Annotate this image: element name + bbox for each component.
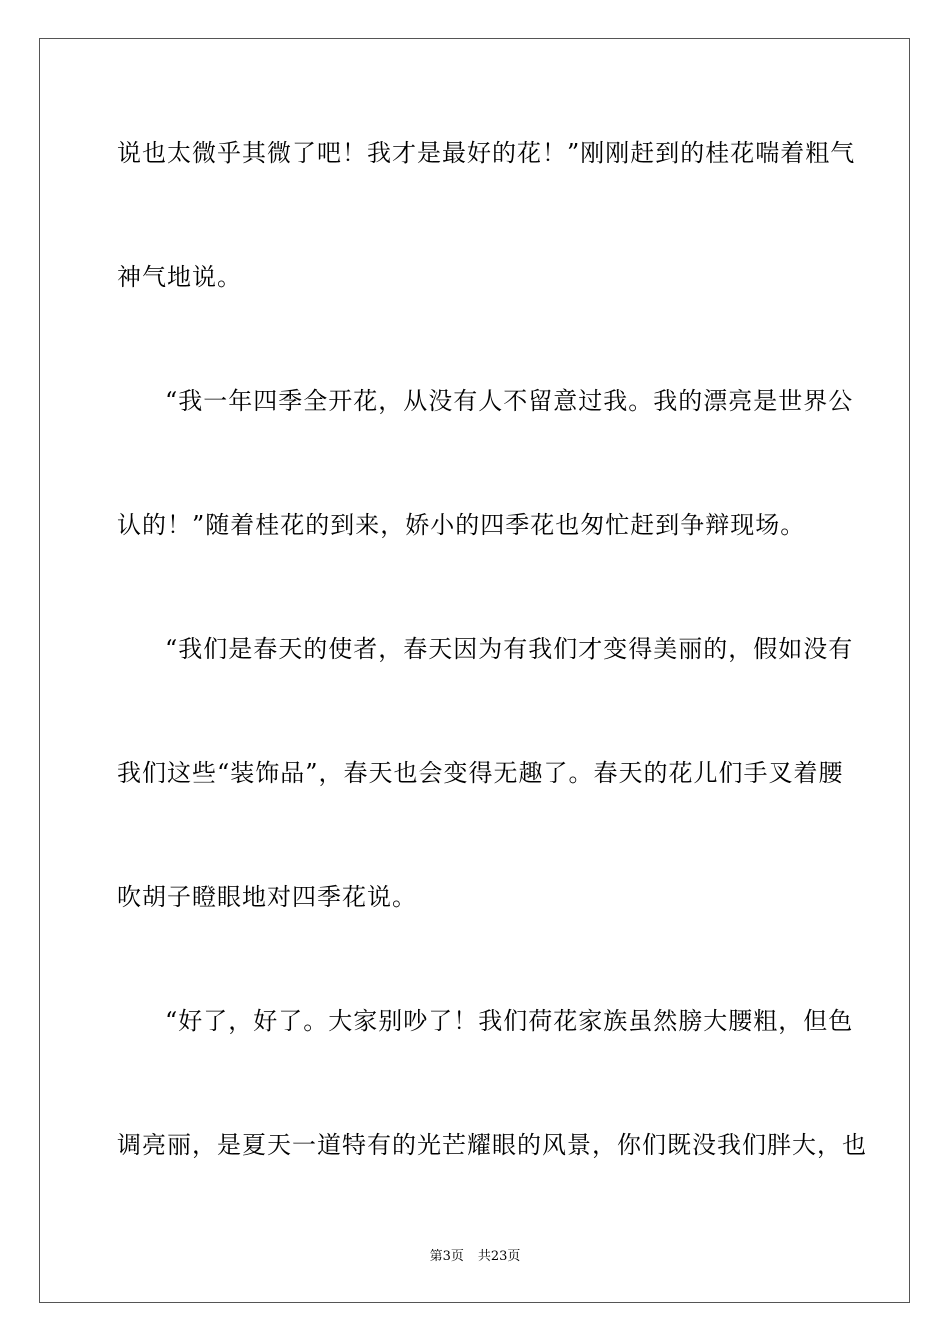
paragraph-line-3: “我一年四季全开花，从没有人不留意过我。我的漂亮是世界公 (165, 387, 854, 415)
paragraph-line-6: 我们这些“装饰品”，春天也会变得无趣了。春天的花儿们手叉着腰 (117, 759, 844, 787)
paragraph-line-7: 吹胡子瞪眼地对四季花说。 (117, 883, 417, 911)
paragraph-line-4: 认的！”随着桂花的到来，娇小的四季花也匆忙赶到争辩现场。 (117, 511, 806, 539)
paragraph-line-2: 神气地说。 (117, 263, 242, 291)
page-number: 第3页 (429, 1249, 464, 1264)
paragraph-line-9: 调亮丽，是夏天一道特有的光芒耀眼的风景，你们既没我们胖大，也 (117, 1131, 867, 1159)
paragraph-line-5: “我们是春天的使者，春天因为有我们才变得美丽的，假如没有 (165, 635, 854, 663)
page-total: 共23页 (477, 1249, 521, 1264)
paragraph-line-1: 说也太微乎其微了吧！我才是最好的花！”刚刚赶到的桂花喘着粗气 (117, 139, 856, 167)
page-footer (0, 1248, 950, 1266)
page-frame (39, 38, 910, 1303)
paragraph-line-8: “好了，好了。大家别吵了！我们荷花家族虽然膀大腰粗，但色 (165, 1007, 854, 1035)
